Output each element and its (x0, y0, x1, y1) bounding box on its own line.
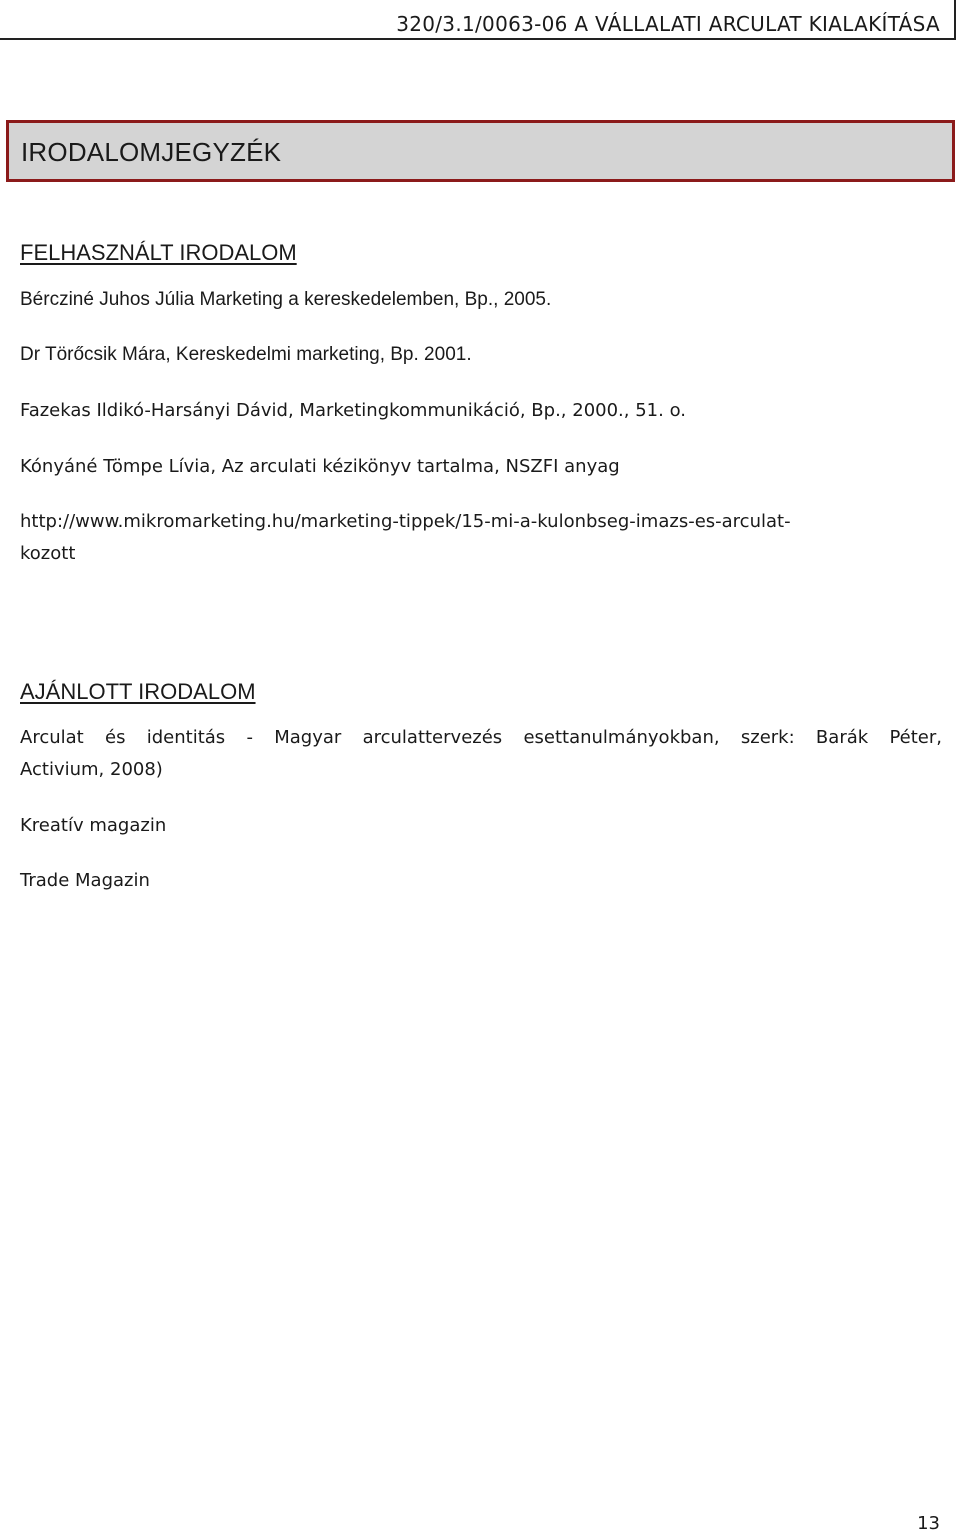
reference-item: Bércziné Juhos Júlia Marketing a kereskedelemben, Bp., 2005. (20, 289, 552, 310)
running-title: 320/3.1/0063-06 A VÁLLALATI ARCULAT KIALAKÍTÁSA (396, 12, 940, 36)
page-number: 13 (917, 1513, 940, 1534)
recommended-literature-heading: AJÁNLOTT IRODALOM (20, 679, 256, 704)
page-header (0, 0, 956, 40)
recommended-item: Trade Magazin (20, 870, 150, 891)
reference-item: Fazekas Ildikó-Harsányi Dávid, Marketingkommunikáció, Bp., 2000., 51. o. (20, 400, 686, 421)
reference-url-line: kozott (20, 543, 76, 564)
recommended-item (20, 722, 942, 786)
reference-item: Dr Törőcsik Mára, Kereskedelmi marketing, Bp. 2001. (20, 344, 472, 365)
used-literature-heading: FELHASZNÁLT IRODALOM (20, 240, 297, 265)
recommended-item-line: Activium, 2008) (20, 759, 163, 780)
recommended-item-line: Arculat és identitás - Magyar arculattervezés esettanulmányokban, szerk: Barák Péter, (20, 727, 942, 748)
chapter-title-box (6, 120, 955, 182)
chapter-title: IRODALOMJEGYZÉK (21, 137, 282, 167)
reference-item-url (20, 506, 942, 570)
recommended-item: Kreatív magazin (20, 815, 167, 836)
reference-url-line: http://www.mikromarketing.hu/marketing-tippek/15-mi-a-kulonbseg-imazs-es-arculat- (20, 511, 791, 532)
reference-item: Kónyáné Tömpe Lívia, Az arculati kézikönyv tartalma, NSZFI anyag (20, 456, 620, 477)
